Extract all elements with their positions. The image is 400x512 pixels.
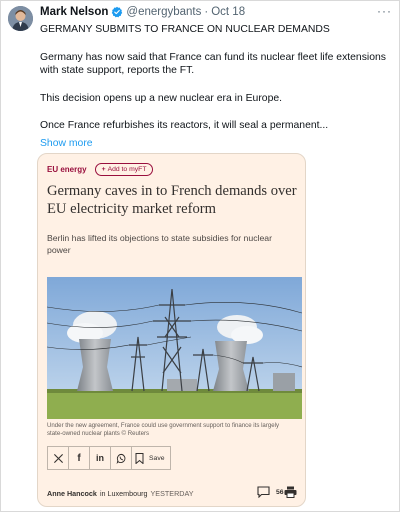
display-name[interactable]: Mark Nelson (40, 6, 109, 18)
tweet[interactable] (40, 4, 394, 151)
ft-caption-line: Under the new agreement, France could use government support to finance its largely (47, 422, 280, 429)
print-button[interactable] (284, 486, 297, 500)
ft-tag-row (47, 163, 153, 176)
avatar-portrait-icon (8, 6, 33, 31)
ft-headline-line: Germany caves in to French demands over (47, 183, 297, 199)
show-more-link[interactable]: Show more (40, 137, 93, 149)
nuclear-plant-photo (47, 277, 302, 419)
more-icon[interactable]: ··· (377, 4, 392, 18)
share-linkedin-button[interactable] (90, 447, 111, 469)
save-button[interactable] (132, 447, 170, 469)
tweet-text-line: This decision opens up a new nuclear era in Europe. (40, 92, 283, 104)
comment-icon (257, 486, 270, 498)
ft-timestamp: YESTERDAY (150, 488, 194, 498)
bookmark-icon (135, 453, 144, 464)
whatsapp-icon (116, 453, 127, 464)
x-logo-icon (53, 453, 64, 464)
ft-standfirst-line: power (47, 245, 71, 255)
ft-standfirst (47, 232, 302, 256)
share-whatsapp-button[interactable] (111, 447, 132, 469)
handle[interactable]: @energybants (126, 6, 202, 18)
share-facebook-button[interactable] (69, 447, 90, 469)
ft-caption-line: state-owned nuclear plants © Reuters (47, 430, 150, 438)
facebook-icon: f (77, 452, 81, 464)
ft-section-label[interactable]: EU energy (47, 165, 87, 174)
verified-badge-icon (111, 6, 123, 18)
comments-button[interactable] (257, 486, 284, 498)
ft-headline-line: EU electricity market reform (47, 200, 216, 217)
ft-author[interactable]: Anne Hancock (47, 488, 97, 498)
tweet-text-line: with state support, reports the FT. (40, 65, 195, 77)
ft-image-caption (47, 422, 302, 439)
separator-dot: · (204, 6, 209, 18)
tweet-text-line: Once France refurbishes its reactors, it will seal a permanent... (40, 120, 329, 132)
add-to-myft-label: Add to myFT (107, 166, 147, 173)
tweet-text-line: GERMANY SUBMITS TO FRANCE ON NUCLEAR DEMANDS (40, 24, 330, 35)
add-to-myft-button[interactable] (95, 163, 154, 176)
tweet-date[interactable]: Oct 18 (211, 6, 246, 18)
ft-article-card[interactable] (37, 153, 306, 507)
ft-location: in Luxembourg (99, 488, 148, 498)
ft-headline[interactable] (47, 183, 302, 218)
tweet-header (40, 4, 394, 20)
tweet-text-line: Germany has now said that France can fund its nuclear fleet life extensions (40, 51, 386, 63)
comment-count: 56 (276, 488, 284, 496)
linkedin-icon: in (96, 453, 104, 463)
printer-icon (284, 486, 297, 498)
avatar[interactable] (8, 6, 33, 31)
ft-standfirst-line: Berlin has lifted its objections to state subsidies for nuclear (47, 233, 273, 243)
plus-icon: + (101, 166, 106, 173)
share-bar (47, 446, 171, 470)
ft-footer (47, 486, 299, 500)
save-label: Save (149, 454, 165, 462)
tweet-text (40, 23, 394, 133)
share-x-button[interactable] (48, 447, 69, 469)
